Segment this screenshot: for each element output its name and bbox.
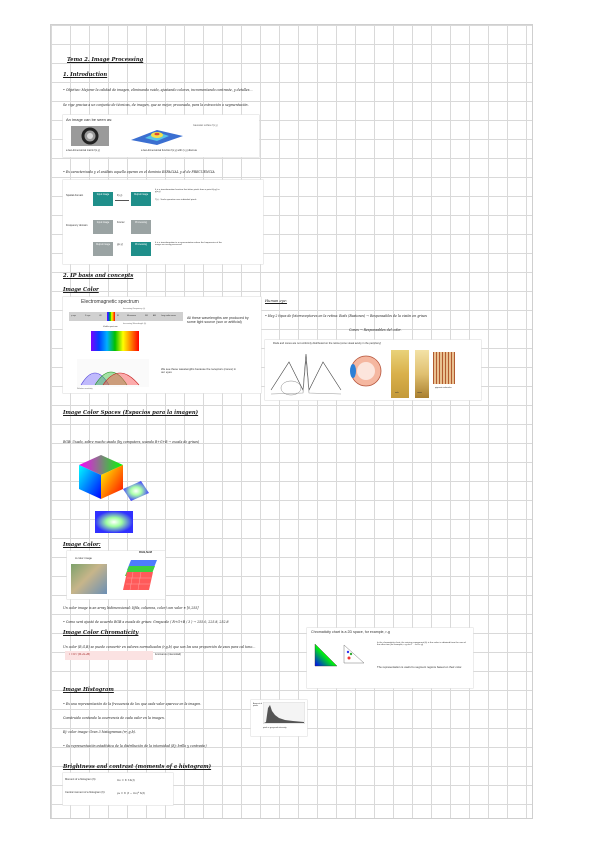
ring-image-graphic (71, 126, 109, 146)
chromaticity-clusters (343, 644, 365, 664)
band-long-radio: Long radio waves (161, 315, 176, 317)
frequency-note: It is a transformation to a representation where the frequencies of the image are easily processed (155, 242, 222, 247)
cone-sensitivity-graphic (77, 359, 149, 387)
intro-line-1: • Objetivo: Mejorar la calidad de imagen, eliminando ruido, ajustando colores, incrementando contraste, y detalles… (63, 88, 253, 92)
moment-central-label: Central moment of a histogram (h): (65, 791, 106, 794)
processing-box: Processing (131, 242, 151, 256)
figure-title: An image can be seen as: (66, 117, 113, 122)
chroma-formula-strip (65, 651, 153, 660)
caption-function: a two-dimensional function f(x,y) with (x,y) discrete (141, 149, 197, 152)
freq-output-box: Output image (93, 242, 113, 256)
hist-line-4: • Su representación estadística de la distribución de la intensidad (Ej: brillo y contraste) (63, 744, 207, 748)
histogram-figure (251, 700, 307, 736)
hist-line-2: Construido contando la ocurrencia de cada valor en la imagen. (63, 716, 165, 720)
rgb-stack-label: RGB,NxM (139, 551, 152, 554)
spatial-note: It is a transformation function that takes pixels from a point f(x,y) to g(x,y) (155, 189, 220, 194)
arrow-line (115, 200, 129, 201)
color-spaces-heading: Image Color Spaces (Espacios para la imagen) (63, 410, 199, 416)
scale-note: T(r) · Scale operation over individual pixels (155, 199, 197, 201)
human-eye-line-2: Cones → Responsables del color. (349, 328, 402, 332)
image-color-heading: Image Color (63, 287, 99, 293)
hist-ylabel: Amount of pixels (253, 703, 263, 708)
rod-cone-graphic (269, 350, 343, 398)
surface-plot-label: Gaussian surface f(x,y) (193, 124, 218, 127)
color-image-figure (67, 551, 165, 599)
rod-label: rods (395, 392, 399, 394)
moment-mean-label: Moment of a histogram (h): (65, 778, 97, 781)
color-line-1: Un color image is an array bidimensional: I(fila, columna, color) con valor ∈ [0,255] (63, 606, 199, 610)
photoreceptor-cells (415, 350, 429, 398)
moments-figure (63, 773, 173, 805)
rgb-channel-stack (123, 560, 159, 592)
visible-spectrum-label: Visible spectrum (103, 326, 118, 328)
rgb-stack-graphic (123, 560, 159, 592)
rgb-cube-graphic (73, 449, 157, 535)
intro-line-2: Se rige gracias a un conjunto de técnicas, de imagen, que se mejor, procesada, para la extracción o segmentación. (63, 103, 249, 107)
page-title: Tema 2. Image Processing (67, 57, 144, 63)
eye-anatomy (347, 352, 385, 390)
em-note-1: All these wavelengths are produced by some light source (sun or artificial) (187, 316, 249, 324)
band-am: AM (153, 315, 156, 317)
color-image-label: A color image (75, 556, 92, 560)
histogram-plot (263, 702, 305, 724)
human-eye-heading: Human eye: (265, 299, 287, 303)
hist-xlabel: pixel or grayscale intensity (263, 727, 287, 729)
chroma-card-title: Chromaticity chart is a 2D space, for example, r-g (311, 630, 390, 634)
sensitivity-label: Relative sensitivity (77, 388, 93, 390)
eye-graphic (347, 352, 385, 390)
domains-line: • Es caracterizado y el análisis aquello operan en el dominio ESPACIAL y el de FRECUENCIA (63, 170, 215, 174)
surface-plot (129, 124, 185, 146)
freq-input-box: Input image (93, 220, 113, 234)
arrow-label-g: g(x,y) (117, 243, 123, 246)
ring-image (71, 126, 109, 146)
moment-central-formula: μₖ = Σ (f − m₁)ᵏ h(f) (117, 791, 145, 795)
em-note-2: We see these wavelengths because the receptors (cones) in our eyes (161, 367, 236, 374)
chroma-small-note: luminance (intensidad) (155, 653, 182, 656)
rgb-line: RGB: Usado, sobre mucho usado (by computers, usando R+G+B → escala de grises) (63, 440, 200, 444)
band-uv: UV (99, 315, 102, 317)
hist-line-1: • Es una representación de la frecuencia de los que cada valor aparece en la imagen. (63, 702, 202, 706)
hist-line-3: Ej: color image: Gran 3 histogramas (rr, g,b). (63, 730, 136, 734)
chromaticity-triangle-graphic (313, 642, 339, 668)
chroma-card-text-2: The representation is useful to segment regions based on their color. (377, 665, 463, 669)
caption-matrix: a two-dimensional matrix f(x,y) (66, 149, 100, 152)
output-image-box: Output image (131, 192, 151, 206)
row-label-frequency: Frequency domain (66, 224, 88, 227)
section2-heading: 2. IP basis and concepts (63, 273, 134, 279)
chroma-card-text-1: In the chromaticity chart, the missing component (b) is the value is obtained from the sum of the other two (for example, r+g+b=1 → b=1-r-g) (377, 642, 466, 647)
image-as-matrix-figure (63, 115, 259, 157)
retina-figure (265, 340, 481, 400)
domain-diagram (63, 180, 263, 264)
em-spectrum-figure (63, 297, 261, 393)
color-line-2: • Como será ajustó de acuerdo RGB a escala de grises: Grayscale ( R+G+B / 3 ) → 255.0, 225.8, 252.8 (63, 620, 229, 624)
band-fm: FM (145, 315, 148, 317)
chromaticity-clusters-graphic (343, 644, 365, 664)
visible-spectrum-strip (91, 331, 139, 351)
histogram-heading: Image Histogram (63, 687, 114, 693)
band-xray: X rays (85, 315, 91, 317)
spectrum-bar (69, 312, 183, 321)
freq-processing-box: Processing (131, 220, 151, 234)
chromaticity-chart-card (307, 628, 473, 688)
color-image-thumbnail (71, 564, 107, 594)
visible-band (107, 312, 115, 321)
input-image-box: Input image (93, 192, 113, 206)
pigment-label: pigment molecules (435, 387, 452, 389)
rgb-cube-figure (73, 449, 157, 535)
retina-caption: Rods and cones are not uniformly distributed on the retina (cone visual acuity in the periphery) (273, 342, 382, 345)
histogram-graphic (263, 702, 305, 724)
cone-sensitivity-plot (77, 359, 149, 387)
retina-layers (391, 350, 409, 398)
moments-heading: Brightness and contrast (moments of a histogram) (63, 764, 212, 770)
chroma-formula: r = R / (R+G+B) (69, 652, 91, 656)
chromaticity-triangle (313, 642, 339, 668)
cone-label: cones (417, 392, 423, 394)
intro-heading: 1. Introduction (63, 72, 108, 78)
human-eye-line-1: • Hay 2 tipos de fotorreceptores en la retina: Rods (Bastones) → Responsables de la visión en grises (265, 314, 428, 318)
row-label-spatial: Spatial domain (66, 194, 84, 197)
band-microwave: Microwave (127, 315, 137, 317)
rod-cone-distribution (269, 350, 343, 398)
arrow-label-f: f(x,y) (117, 194, 123, 197)
em-title: Electromagnetic spectrum (81, 299, 139, 305)
moment-mean-formula: m₁ = Σ f·h(f) (117, 778, 135, 782)
image-color-2-heading: Image Color: (63, 542, 101, 548)
notes-sheet (50, 24, 533, 819)
band-ir: IR (117, 315, 119, 317)
wavelength-axis-label: Increasing Wavelength (λ) (123, 323, 147, 325)
surface-plot-graphic (129, 124, 185, 146)
band-gamma: γ rays (71, 315, 77, 317)
fourier-label: Fourier (117, 221, 125, 224)
pigment-cells (433, 352, 455, 384)
chromaticity-heading: Image Color Chromaticity (63, 630, 139, 636)
freq-axis-label: Increasing Frequency (ν) (123, 308, 146, 310)
chroma-line: Un color (R,G,B) se puede convertir en valores normalizados (r,g,b) que son los una proporción de esos para cal tono… (63, 645, 256, 649)
